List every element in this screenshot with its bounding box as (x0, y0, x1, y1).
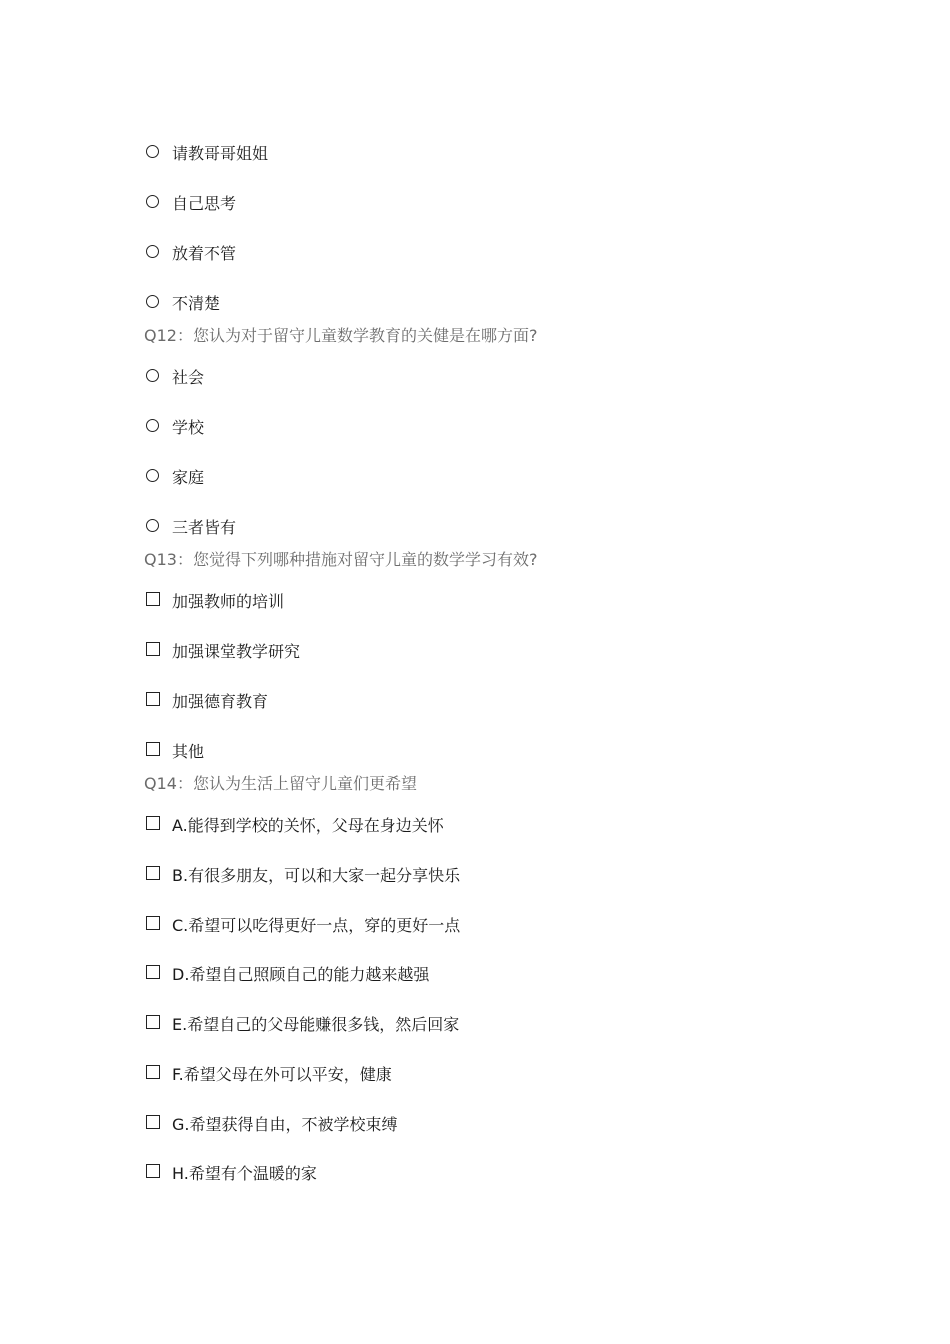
q13-option-4[interactable] (146, 740, 204, 764)
radio-circle-icon[interactable] (146, 145, 159, 158)
checkbox-icon[interactable] (146, 592, 160, 606)
option-label: G.希望获得自由，不被学校束缚 (172, 1115, 398, 1134)
radio-circle-icon[interactable] (146, 369, 159, 382)
q11-option-4[interactable] (146, 292, 220, 316)
question-12-prompt: Q12：您认为对于留守儿童数学教育的关健是在哪方面? (144, 326, 538, 345)
radio-circle-icon[interactable] (146, 195, 159, 208)
option-label: 三者皆有 (172, 518, 237, 537)
q14-option-f[interactable] (146, 1063, 392, 1087)
q14-option-g[interactable] (146, 1113, 398, 1137)
q12-option-1[interactable] (146, 366, 204, 390)
q12-option-3[interactable] (146, 466, 204, 490)
q14-option-c[interactable] (146, 914, 460, 938)
checkbox-icon[interactable] (146, 1164, 160, 1178)
option-label: E.希望自己的父母能赚很多钱，然后回家 (172, 1015, 460, 1034)
q14-option-h[interactable] (146, 1162, 317, 1186)
option-label: 请教哥哥姐姐 (172, 144, 269, 163)
option-label: H.希望有个温暖的家 (172, 1164, 317, 1183)
q14-option-e[interactable] (146, 1013, 459, 1037)
q14-option-d[interactable] (146, 963, 429, 987)
checkbox-icon[interactable] (146, 1015, 160, 1029)
q11-option-2[interactable] (146, 192, 236, 216)
checkbox-icon[interactable] (146, 642, 160, 656)
q13-option-2[interactable] (146, 640, 300, 664)
option-label: 自己思考 (172, 194, 237, 213)
q14-option-a[interactable] (146, 814, 444, 838)
option-label: C.希望可以吃得更好一点，穿的更好一点 (172, 916, 461, 935)
option-label: 家庭 (172, 468, 205, 487)
checkbox-icon[interactable] (146, 692, 160, 706)
checkbox-icon[interactable] (146, 742, 160, 756)
option-label: F.希望父母在外可以平安，健康 (172, 1065, 392, 1084)
option-label: A.能得到学校的关怀，父母在身边关怀 (172, 816, 444, 835)
radio-circle-icon[interactable] (146, 419, 159, 432)
q12-option-4[interactable] (146, 516, 236, 540)
checkbox-icon[interactable] (146, 965, 160, 979)
option-label: B.有很多朋友，可以和大家一起分享快乐 (172, 866, 461, 885)
option-label: 加强教师的培训 (172, 592, 285, 611)
option-label: 加强课堂教学研究 (172, 642, 301, 661)
radio-circle-icon[interactable] (146, 245, 159, 258)
option-label: 加强德育教育 (172, 692, 269, 711)
radio-circle-icon[interactable] (146, 295, 159, 308)
question-14-prompt: Q14：您认为生活上留守儿童们更希望 (144, 774, 417, 793)
q13-option-1[interactable] (146, 590, 284, 614)
checkbox-icon[interactable] (146, 916, 160, 930)
checkbox-icon[interactable] (146, 866, 160, 880)
option-label: 学校 (172, 418, 205, 437)
option-label: 不清楚 (172, 294, 221, 313)
question-13-prompt: Q13：您觉得下列哪种措施对留守儿童的数学学习有效? (144, 550, 538, 569)
option-label: 放着不管 (172, 244, 237, 263)
option-label: 社会 (172, 368, 205, 387)
checkbox-icon[interactable] (146, 1065, 160, 1079)
q11-option-1[interactable] (146, 142, 268, 166)
option-label: 其他 (172, 742, 205, 761)
checkbox-icon[interactable] (146, 816, 160, 830)
radio-circle-icon[interactable] (146, 469, 159, 482)
q14-option-b[interactable] (146, 864, 460, 888)
checkbox-icon[interactable] (146, 1115, 160, 1129)
q13-option-3[interactable] (146, 690, 268, 714)
q11-option-3[interactable] (146, 242, 236, 266)
radio-circle-icon[interactable] (146, 519, 159, 532)
q12-option-2[interactable] (146, 416, 204, 440)
option-label: D.希望自己照顾自己的能力越来越强 (172, 965, 430, 984)
